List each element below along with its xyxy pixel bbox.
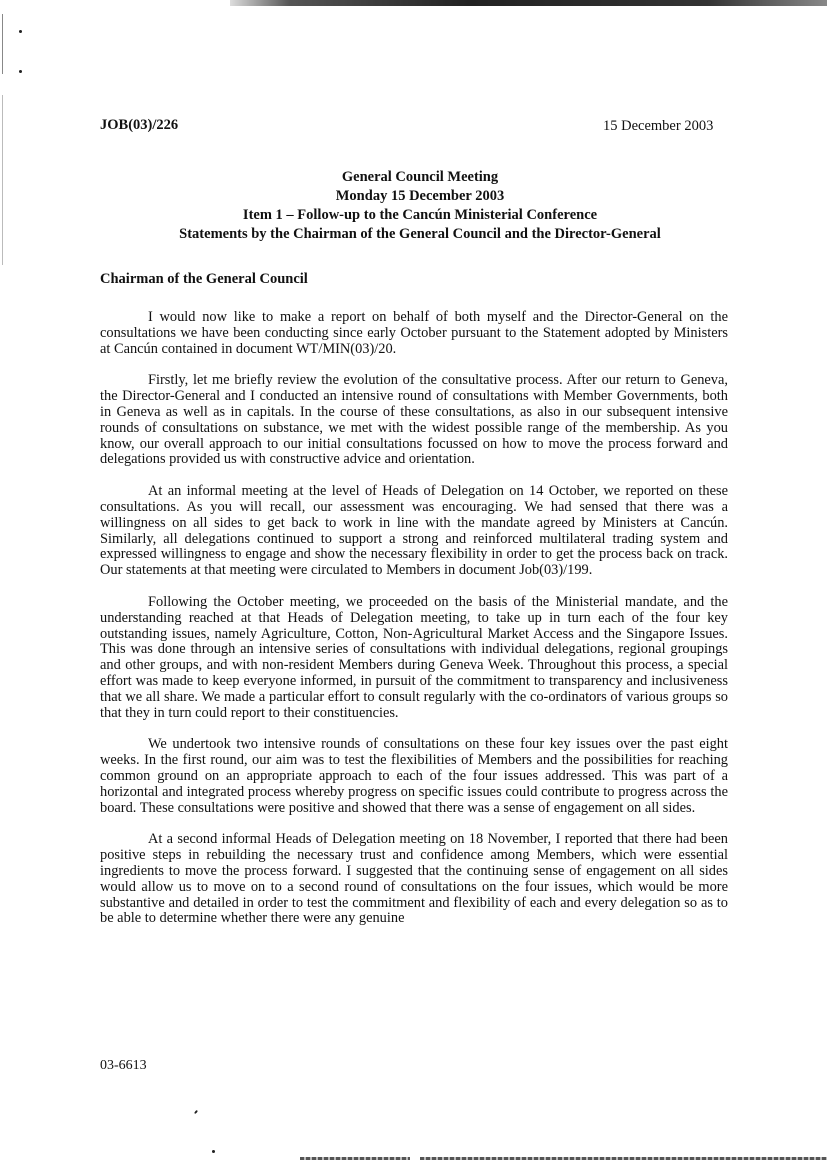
scan-edge-top <box>230 0 827 6</box>
scan-edge-left <box>2 14 3 74</box>
title-block <box>60 168 780 244</box>
document-date: 15 December 2003 <box>603 118 714 134</box>
scan-edge-left-lower <box>2 95 3 265</box>
footer-document-code: 03-6613 <box>100 1058 147 1073</box>
paragraph: We undertook two intensive rounds of consultations on these four key issues over the past eight weeks. In the first round, our aim was to test the flexibilities of Members and the possibilities for reaching common ground on an appropriate approach to each of the four issues addressed. This was part of a horizontal and integrated process whereby progress on specific issues could contribute to progress across the board. These consultations were positive and showed that there was a sense of engagement on all sides. <box>100 736 728 816</box>
paragraph: I would now like to make a report on behalf of both myself and the Director-General on the consultations we have been conducting since early October pursuant to the Statement adopted by Ministers at Cancún contained in document WT/MIN(03)/20. <box>100 309 728 357</box>
section-heading: Chairman of the General Council <box>100 271 308 287</box>
scan-speck <box>194 1110 198 1114</box>
scan-speck <box>212 1150 215 1153</box>
paragraph: Firstly, let me briefly review the evolution of the consultative process. After our return to Geneva, the Director-General and I conducted an intensive round of consultations with Member Governments, both in Geneva as well as in capitals. In the course of these consultations, as also in our subsequent intensive rounds of consultations on substance, we met with the widest possible range of the membership. As you know, our overall approach to our initial consultations focussed on how to move the process forward and delegations provided us with constructive advice and orientation. <box>100 372 728 468</box>
title-line: General Council Meeting <box>341 169 499 185</box>
title-line: Monday 15 December 2003 <box>335 188 505 204</box>
scan-speck <box>19 70 22 73</box>
paragraph: At an informal meeting at the level of Heads of Delegation on 14 October, we reported on these consultations. As you will recall, our assessment was encouraging. We had sensed that there was a willingness on all sides to get back to work in line with the mandate agreed by Ministers at Cancún. Similarly, all delegations continued to support a strong and reinforced multilateral trading system and expressed willingness to engage and show the necessary flexibility in order to get the process back on track. Our statements at that meeting were circulated to Members in document Job(03)/199. <box>100 483 728 579</box>
paragraph: Following the October meeting, we proceeded on the basis of the Ministerial mandate, and the understanding reached at that Heads of Delegation meeting, to take up in turn each of the four key outstanding issues, namely Agriculture, Cotton, Non-Agricultural Market Access and the Singapore Issues. This was done through an intensive series of consultations with individual delegations, regional groupings and other groups, and with non-resident Members during Geneva Week. Throughout this process, a special effort was made to keep everyone informed, in pursuit of the commitment to transparency and inclusiveness that we all share. We made a particular effort to consult regularly with the co-ordinators of various groups so that they in turn could report to their constituencies. <box>100 593 728 721</box>
paragraph: At a second informal Heads of Delegation meeting on 18 November, I reported that there had been positive steps in rebuilding the necessary trust and confidence among Members, which were essential ingredients to move the process forward. I suggested that the continuing sense of engagement on all sides would allow us to move on to a second round of consultations on the four issues, which would be more substantive and detailed in order to test the commitment and flexibility of each and every delegation so as to be able to determine whether there were any genuine <box>100 831 728 927</box>
scan-edge-bottom <box>300 1157 410 1160</box>
title-line: Item 1 – Follow-up to the Cancún Ministerial Conference <box>242 207 598 223</box>
document-body <box>100 310 728 943</box>
document-number: JOB(03)/226 <box>100 117 179 133</box>
title-line: Statements by the Chairman of the General Council and the Director-General <box>179 226 661 242</box>
scan-edge-bottom <box>420 1157 827 1160</box>
scan-speck <box>19 30 22 33</box>
